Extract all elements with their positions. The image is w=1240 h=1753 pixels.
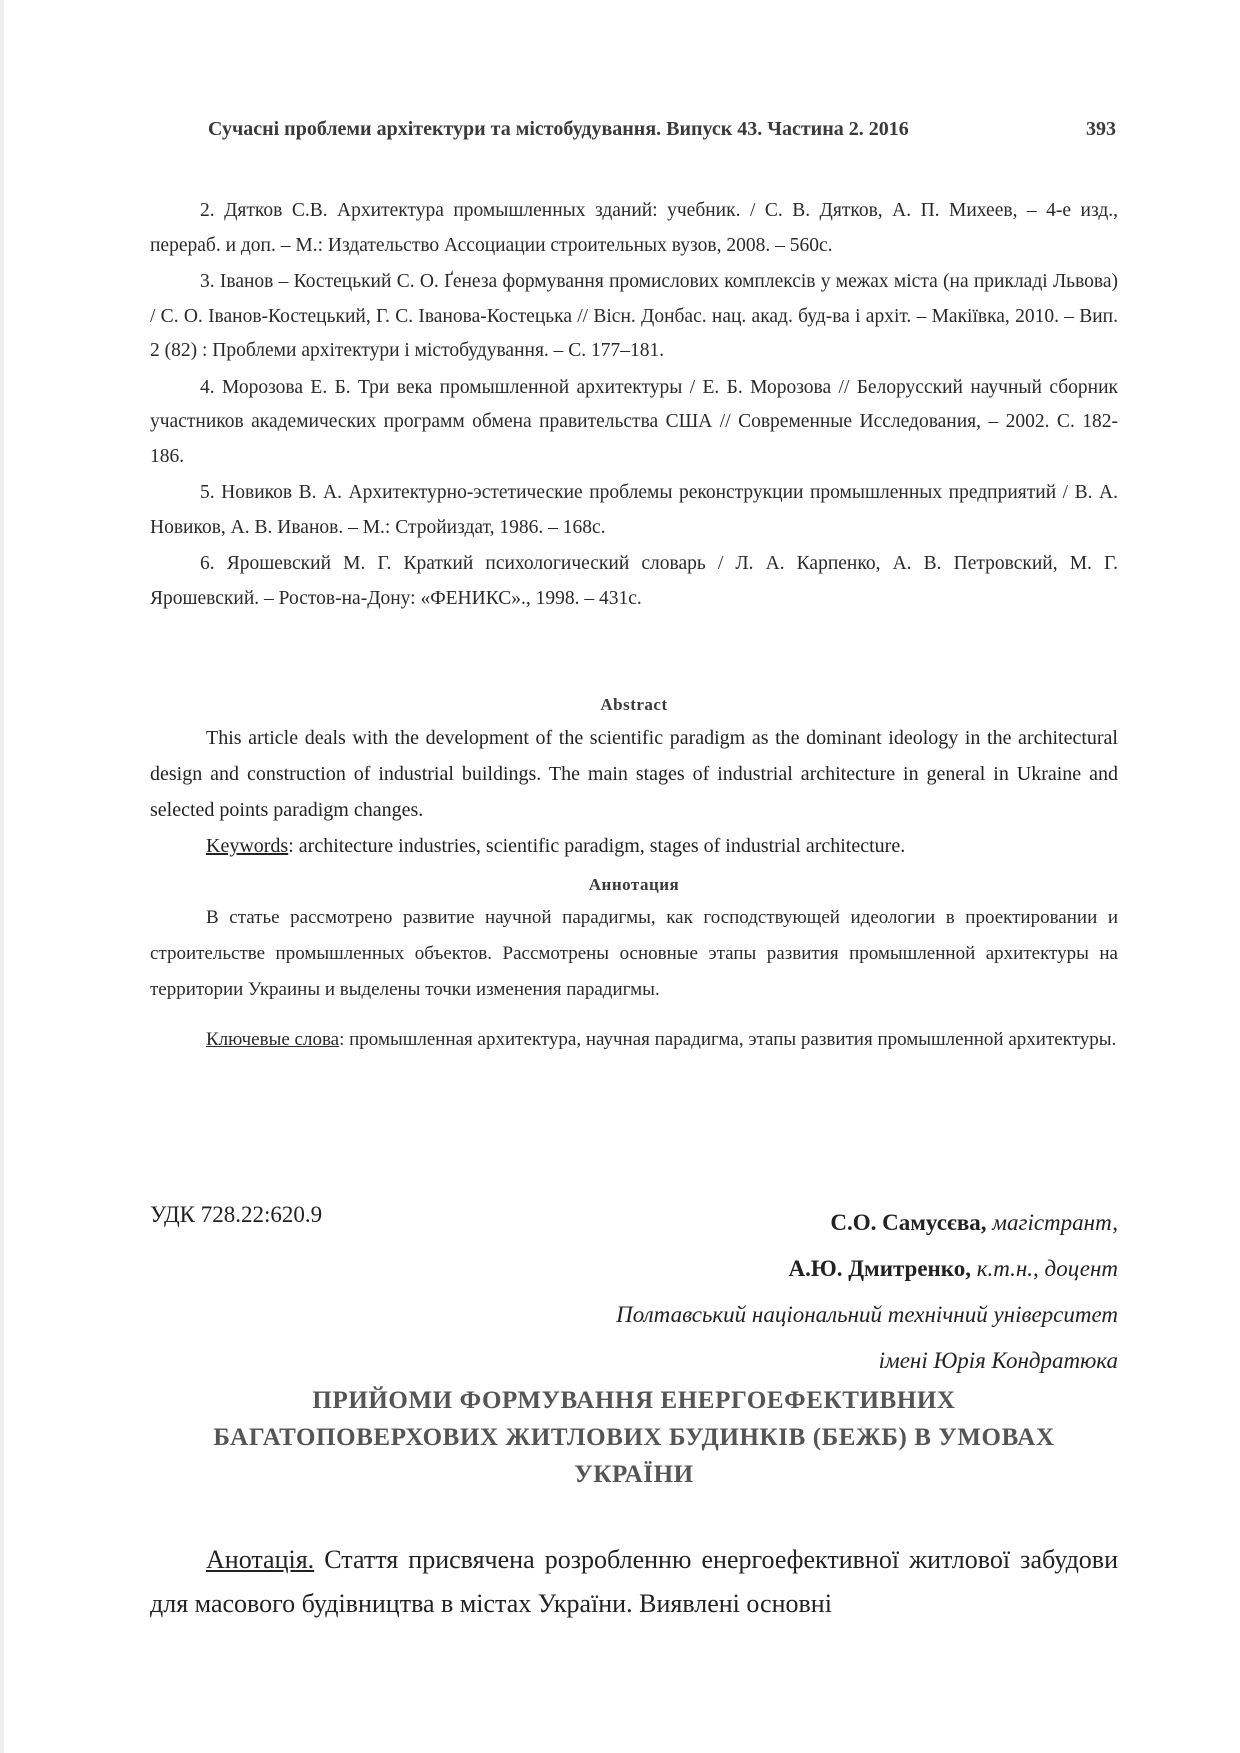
annotation-ru-text: В статье рассмотрено развитие научной парадигмы, как господствующей идеологии в проектировании и строительстве промышленных объектов. Рассмотрены основные этапы развития промышленной архитектуры на территории Украины и выделены точки изменения парадигмы. <box>150 907 1118 1000</box>
title-line: УКРАЇНИ <box>574 1461 694 1488</box>
author-2-name: А.Ю. Дмитренко, <box>788 1256 971 1281</box>
keywords-text: : architecture industries, scientific paradigm, stages of industrial architecture. <box>288 835 906 857</box>
annotation-uk-text <box>150 1538 1118 1626</box>
abstract-text: This article deals with the development of the scientific paradigm as the dominant ideology in the architectural design and construction of industrial buildings. The main stages of industrial architecture in general in Ukraine and selected points paradigm changes. <box>150 727 1118 821</box>
reference-item: 2. Дятков С.В. Архитектура промышленных зданий: учебник. / С. В. Дятков, А. П. Михеев, – 4-е изд., перераб. и доп. – М.: Издательство Ассоциации строительных вузов, 2008. – 560с. <box>150 200 1118 256</box>
keywords-ru-text: : промышленная архитектура, научная парадигма, этапы развития промышленной архитектуры. <box>339 1029 1117 1050</box>
annotation-uk-body: Стаття присвячена розробленню енергоефективної житлової забудови для масового будівництва в містах України. Виявлені основні <box>150 1545 1118 1618</box>
annotation-uk-label: Анотація. <box>206 1545 315 1574</box>
reference-item: 3. Іванов – Костецький С. О. Ґенеза формування промислових комплексів у межах міста (на прикладі Львова) / С. О. Іванов-Костецький, Г. С. Іванова-Костецька // Вісн. Донбас. нац. акад. буд-ва і архіт. – Макіївка, 2010. – Вип. 2 (82) : Проблеми архітектури і містобудування. – С. 177–181. <box>150 271 1118 361</box>
paper-title <box>150 1382 1118 1493</box>
author-1-name: С.О. Самусєва, <box>830 1210 987 1235</box>
annotation-ru-heading: Аннотация <box>588 875 680 894</box>
affiliation-line-1: Полтавський національний технічний університет <box>616 1302 1118 1327</box>
reference-item: 5. Новиков В. А. Архитектурно-эстетические проблемы реконструкции промышленных предприятий / В. А. Новиков, А. В. Иванов. – М.: Стройиздат, 1986. – 168с. <box>150 482 1118 538</box>
running-header <box>208 118 1116 141</box>
keywords-label: Keywords <box>206 835 289 857</box>
affiliation-line-2: імені Юрія Кондратюка <box>878 1348 1118 1373</box>
annotation-ru-keywords <box>150 1022 1118 1058</box>
author-block <box>418 1200 1118 1384</box>
title-line: БАГАТОПОВЕРХОВИХ ЖИТЛОВИХ БУДИНКІВ (БЕЖБ) В УМОВАХ <box>213 1424 1055 1451</box>
abstract-keywords <box>150 828 1118 864</box>
udc-code: УДК 728.22:620.9 <box>150 1202 323 1227</box>
page-number: 393 <box>1086 118 1116 140</box>
title-line: ПРИЙОМИ ФОРМУВАННЯ ЕНЕРГОЕФЕКТИВНИХ <box>312 1387 956 1414</box>
reference-list <box>150 194 1118 618</box>
author-1 <box>418 1200 1118 1246</box>
keywords-ru-label: Ключевые слова <box>206 1029 340 1050</box>
annotation-uk-section <box>150 1538 1118 1626</box>
journal-title: Сучасні проблеми архітектури та містобудування. Випуск 43. Частина 2. 2016 <box>208 118 909 140</box>
abstract-heading: Abstract <box>600 695 668 714</box>
abstract-section <box>150 690 1118 864</box>
reference-item: 4. Морозова Е. Б. Три века промышленной архитектуры / Е. Б. Морозова // Белорусский научный сборник участников академических программ обмена правительства США // Современные Исследования, – 2002. С. 182-186. <box>150 376 1118 467</box>
author-2 <box>418 1246 1118 1292</box>
page-scan-edge <box>0 0 4 1753</box>
author-1-role: магістрант, <box>986 1210 1118 1235</box>
author-2-role: к.т.н., доцент <box>971 1256 1118 1281</box>
annotation-ru-section <box>150 870 1118 1058</box>
reference-item: 6. Ярошевский М. Г. Краткий психологический словарь / Л. А. Карпенко, А. В. Петровский, М. Г. Ярошевский. – Ростов-на-Дону: «ФЕНИКС»., 1998. – 431с. <box>150 553 1118 609</box>
